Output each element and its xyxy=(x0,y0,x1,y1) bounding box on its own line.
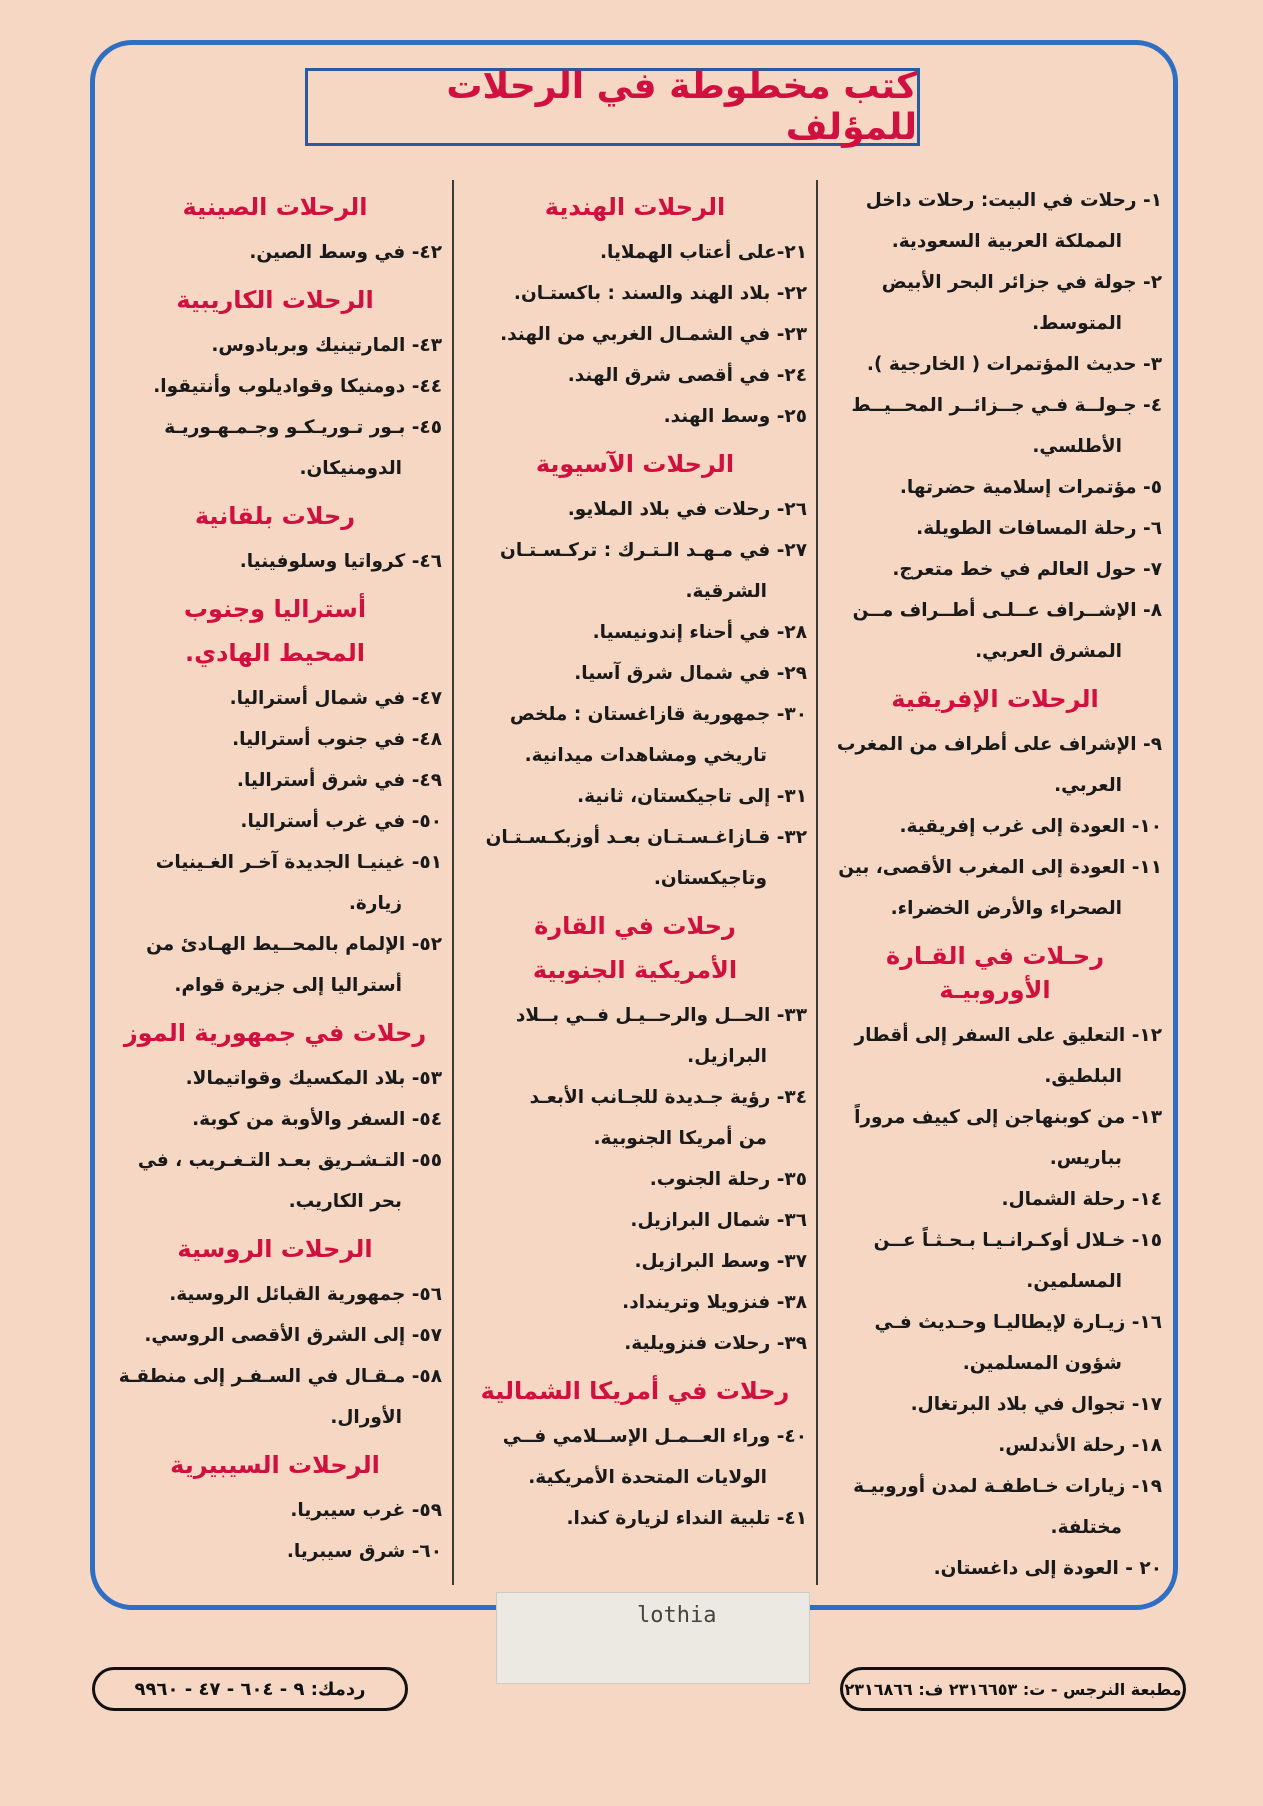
list-item: ٢٢- بلاد الهند والسند : باكستـان. xyxy=(513,283,807,304)
list-item: ١- رحلات في البيت: رحلات داخل xyxy=(865,190,1162,211)
sticker-label: lothia xyxy=(637,1603,717,1628)
list-item: ٦- رحلة المسافات الطويلة. xyxy=(916,518,1162,539)
list-item: ١٦- زيـارة لإيطاليـا وحـديث فـي xyxy=(874,1312,1162,1333)
column-left xyxy=(100,180,450,1600)
column-middle xyxy=(455,180,815,1600)
list-item: ٥٠- في غرب أستراليا. xyxy=(240,811,442,832)
list-item: ٤٦- كرواتيا وسلوفينيا. xyxy=(239,551,442,572)
list-item: ٢٠ - العودة إلى داغستان. xyxy=(933,1558,1162,1579)
section-heading: الأمريكية الجنوبية xyxy=(532,956,738,984)
list-item-continuation: الولايات المتحدة الأمريكية. xyxy=(528,1467,767,1488)
list-item: ٤٤- دومنيكا وقواديلوب وأنتيقوا. xyxy=(153,376,442,397)
list-item: ١١- العودة إلى المغرب الأقصى، بين xyxy=(838,857,1162,878)
column-divider xyxy=(816,180,818,1585)
list-item: ٤٩- في شرق أستراليا. xyxy=(236,770,442,791)
list-item: ٢١-على أعتاب الهملايا. xyxy=(600,242,807,263)
list-item: ١٤- رحلة الشمال. xyxy=(1001,1189,1162,1210)
list-item: ٣٨- فنزويلا وترينداد. xyxy=(622,1292,807,1313)
list-item: ٣٤- رؤية جـديدة للجـانب الأبعـد xyxy=(529,1087,807,1108)
list-item: ٣٩- رحلات فنزويلية. xyxy=(624,1333,807,1354)
list-item: ٥١- غينيـا الجديدة آخـر الغـينيات xyxy=(155,852,442,873)
list-item: ١٩- زيارات خـاطفـة لمدن أوروبيـة xyxy=(853,1476,1162,1497)
list-item: ٧- حول العالم في خط متعرج. xyxy=(892,559,1162,580)
list-item-continuation: بحر الكاريب. xyxy=(288,1191,402,1212)
list-item: ٤٥- بـور تـوريـكـو وجـمـهـوريـة xyxy=(164,417,442,438)
list-item: ٤٨- في جنوب أستراليا. xyxy=(232,729,442,750)
list-item: ٥- مؤتمرات إسلامية حضرتها. xyxy=(899,477,1162,498)
list-item: ٢٧- في مـهـد الـتـرك : تركـسـتـان xyxy=(500,540,807,561)
printer-box xyxy=(840,1667,1186,1711)
list-item: ٥٣- بلاد المكسيك وقواتيمالا. xyxy=(185,1068,442,1089)
list-item-continuation: مختلفة. xyxy=(1050,1517,1122,1538)
list-item: ٥٧- إلى الشرق الأقصى الروسي. xyxy=(144,1325,442,1346)
list-item: ٣٠- جمهورية قازاغستان : ملخص xyxy=(509,704,807,725)
list-item: ٥٥- التـشـريق بعـد التـغـريب ، في xyxy=(137,1150,442,1171)
list-item-continuation: الصحراء والأرض الخضراء. xyxy=(890,898,1122,919)
list-item-continuation: شؤون المسلمين. xyxy=(962,1353,1122,1374)
list-item: ٤٧- في شمال أستراليا. xyxy=(229,688,442,709)
list-item: ٢٨- في أحناء إندونيسيا. xyxy=(592,622,807,643)
list-item: ٥٩- غرب سيبريا. xyxy=(290,1500,442,1521)
list-item-continuation: الشرقية. xyxy=(685,581,767,602)
list-item-continuation: تاريخي ومشاهدات ميدانية. xyxy=(524,745,767,766)
list-item-continuation: البلطيق. xyxy=(1044,1066,1122,1087)
list-item: ١٢- التعليق على السفر إلى أقطار xyxy=(854,1025,1162,1046)
list-item-continuation: زيارة. xyxy=(348,893,402,914)
list-item: ٣٢- قـازاغـسـتـان بعـد أوزبكـسـتـان xyxy=(485,827,807,848)
list-item: ١٥- خـلال أوكـرانـيـا بـحـثـاً عــن xyxy=(873,1230,1162,1251)
list-item: ١٠- العودة إلى غرب إفريقية. xyxy=(899,816,1162,837)
list-item: ٥٢- الإلمام بالمحــيط الهـادئ من xyxy=(146,934,442,955)
list-item: ١٧- تجوال في بلاد البرتغال. xyxy=(910,1394,1162,1415)
list-item: ٣٥- رحلة الجنوب. xyxy=(649,1169,807,1190)
section-heading: الرحلات الإفريقية xyxy=(891,685,1099,713)
section-heading: المحيط الهادي. xyxy=(185,639,365,667)
list-item-continuation: البرازيل. xyxy=(687,1046,767,1067)
list-item: ١٨- رحلة الأندلس. xyxy=(998,1435,1162,1456)
section-heading: الرحلات الصينية xyxy=(182,193,368,221)
list-item: ٣١- إلى تاجيكستان، ثانية. xyxy=(577,786,807,807)
list-item-continuation: وتاجيكستان. xyxy=(653,868,767,889)
list-item: ٤١- تلبية النداء لزيارة كندا. xyxy=(566,1508,807,1529)
column-right xyxy=(820,180,1170,1600)
page-title: كتب مخطوطة في الرحلات للمؤلف xyxy=(446,66,917,148)
list-item-continuation: أستراليا إلى جزيرة قوام. xyxy=(174,975,402,996)
list-item: ٢٣- في الشمـال الغربي من الهند. xyxy=(500,324,807,345)
list-item-continuation: بباريس. xyxy=(1049,1148,1122,1169)
section-heading: الرحلات السيبيرية xyxy=(170,1451,380,1479)
list-item: ٥٦- جمهورية القبائل الروسية. xyxy=(169,1284,442,1305)
section-heading: الرحلات الهندية xyxy=(544,193,726,221)
title-box xyxy=(305,68,920,146)
section-heading: الرحلات الروسية xyxy=(177,1235,373,1263)
list-item: ٣٣- الحــل والرحــيـل فــي بــلاد xyxy=(515,1005,807,1026)
section-heading: رحـلات في القـارة الأوروبيـة xyxy=(885,942,1105,1004)
list-item-continuation: الأطلسي. xyxy=(1032,436,1122,457)
list-item-continuation: المشرق العربي. xyxy=(975,641,1122,662)
list-item: ٣- حديث المؤتمرات ( الخارجية ). xyxy=(866,354,1162,375)
list-item: ٢- جولة في جزائر البحر الأبيض xyxy=(881,272,1162,293)
list-item-continuation: المملكة العربية السعودية. xyxy=(891,231,1122,252)
list-item: ٣٦- شمال البرازيل. xyxy=(630,1210,807,1231)
section-heading: رحلات في القارة xyxy=(534,912,736,940)
list-item: ٥٤- السفر والأوبة من كوبة. xyxy=(192,1109,442,1130)
section-heading: رحلات في أمريكا الشمالية xyxy=(480,1377,790,1405)
list-item-continuation: الأورال. xyxy=(330,1407,402,1428)
section-heading: الرحلات الآسيوية xyxy=(535,450,735,478)
list-item: ٤٠- وراء العــمـل الإســلامي فــي xyxy=(502,1426,807,1447)
list-item-continuation: العربي. xyxy=(1054,775,1122,796)
section-heading: أستراليا وجنوب xyxy=(183,595,367,623)
list-item: ٩- الإشراف على أطراف من المغرب xyxy=(836,734,1162,755)
list-item-continuation: المسلمين. xyxy=(1026,1271,1122,1292)
isbn-box xyxy=(92,1667,408,1711)
list-item: ٢٦- رحلات في بلاد الملايو. xyxy=(567,499,807,520)
list-item: ٤- جـولــة فـي جــزائــر المحــيــط xyxy=(851,395,1162,416)
list-item: ١٣- من كوبنهاجن إلى كييف مروراً xyxy=(854,1107,1162,1128)
list-item: ٥٨- مـقـال في السـفـر إلى منطقـة xyxy=(118,1366,442,1387)
printer-text: مطبعة النرجس - ت: ٢٣١٦٦٥٣ ف: ٢٣١٦٨٦٦ xyxy=(844,1679,1182,1699)
list-item: ٤٢- في وسط الصين. xyxy=(249,242,442,263)
list-item-continuation: من أمريكا الجنوبية. xyxy=(593,1128,767,1149)
list-item: ٢٥- وسط الهند. xyxy=(663,406,807,427)
section-heading: رحلات بلقانية xyxy=(194,502,356,530)
section-heading: الرحلات الكاريبية xyxy=(176,286,374,314)
list-item: ٢٩- في شمال شرق آسيا. xyxy=(574,663,807,684)
list-item: ٤٣- المارتينيك وبربادوس. xyxy=(211,335,442,356)
list-item: ٢٤- في أقصى شرق الهند. xyxy=(567,365,807,386)
list-item: ٨- الإشــراف عــلـى أطــراف مــن xyxy=(852,600,1162,621)
column-divider xyxy=(452,180,454,1585)
library-sticker xyxy=(496,1592,810,1684)
list-item: ٣٧- وسط البرازيل. xyxy=(634,1251,807,1272)
isbn-text: ردمك: ٩ - ٦٠٤ - ٤٧ - ٩٩٦٠ xyxy=(134,1678,366,1700)
list-item: ٦٠- شرق سيبريا. xyxy=(286,1541,442,1562)
list-item-continuation: الدومنيكان. xyxy=(299,458,402,479)
list-item-continuation: المتوسط. xyxy=(1032,313,1122,334)
section-heading: رحلات في جمهورية الموز xyxy=(123,1019,427,1047)
